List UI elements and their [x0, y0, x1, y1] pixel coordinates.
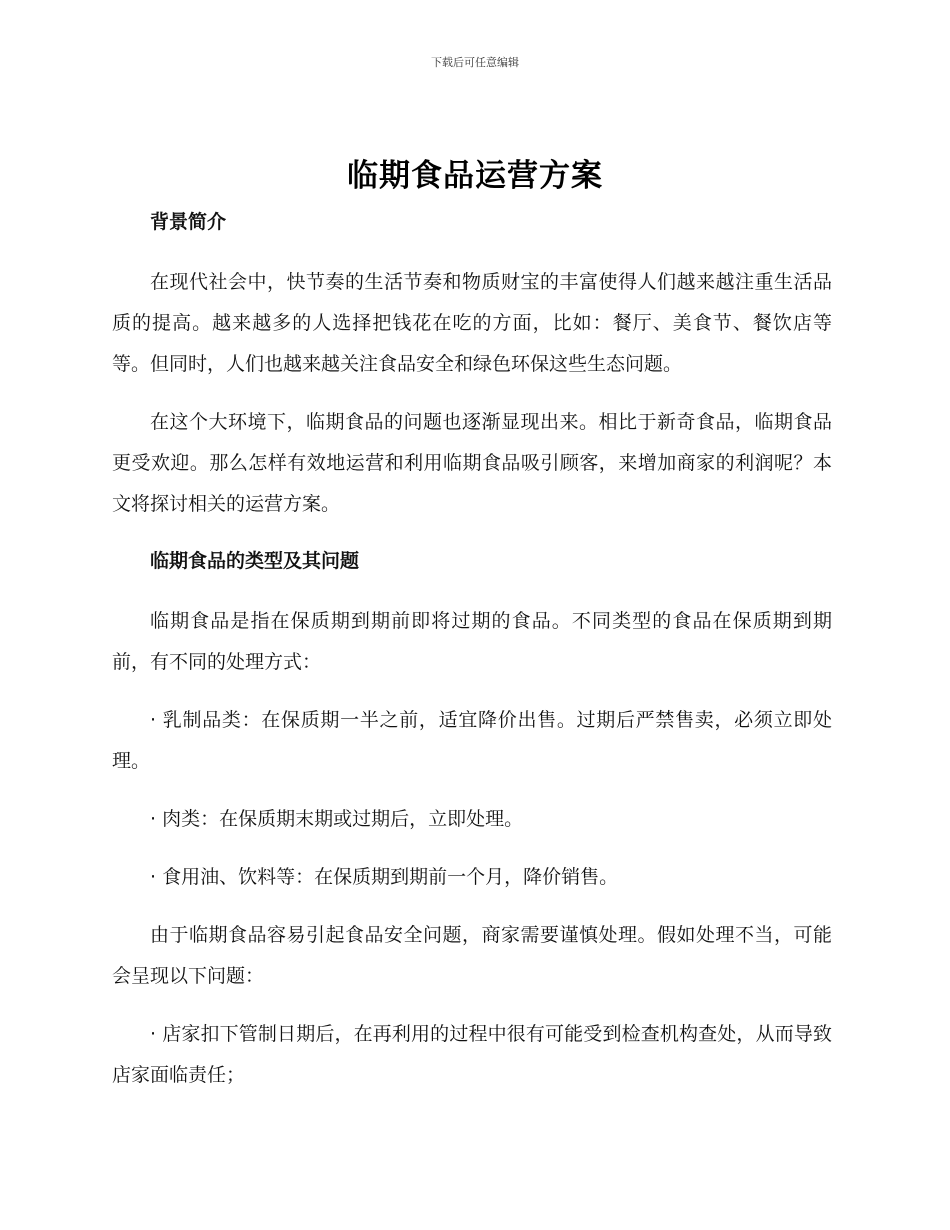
- section-heading-background: 背景简介: [150, 211, 227, 233]
- bullet-dairy: · 乳制品类：在保质期一半之前，适宜降价出售。过期后严禁售卖，必须立即处理。: [112, 709, 832, 772]
- paragraph-types-1: 临期食品是指在保质期到期前即将过期的食品。不同类型的食品在保质期到期前，有不同的处理方式：: [112, 610, 832, 673]
- document-title: 临期食品运营方案: [347, 158, 603, 194]
- section-heading-types: 临期食品的类型及其问题: [150, 550, 360, 572]
- bullet-meat: · 肉类：在保质期末期或过期后，立即处理。: [150, 808, 524, 830]
- paragraph-background-2: 在这个大环境下，临期食品的问题也逐渐显现出来。相比于新奇食品，临期食品更受欢迎。那么怎样有效地运营和利用临期食品吸引顾客，来增加商家的利润呢？本文将探讨相关的运营方案。: [112, 411, 832, 515]
- document-body: [112, 203, 832, 1113]
- bullet-oil: · 食用油、饮料等：在保质期到期前一个月，降价销售。: [150, 866, 619, 888]
- bullet-store-liability: · 店家扣下管制日期后，在再利用的过程中很有可能受到检查机构查处，从而导致店家面临责任；: [112, 1023, 832, 1086]
- header-note: 下载后可任意编辑: [431, 56, 519, 69]
- paragraph-background-1: 在现代社会中，快节奏的生活节奏和物质财宝的丰富使得人们越来越注重生活品质的提高。越来越多的人选择把钱花在吃的方面，比如：餐厅、美食节、餐饮店等等。但同时，人们也越来越关注食品安全和绿色环保这些生态问题。: [112, 271, 832, 375]
- paragraph-types-2: 由于临期食品容易引起食品安全问题，商家需要谨慎处理。假如处理不当，可能会呈现以下问题：: [112, 924, 832, 987]
